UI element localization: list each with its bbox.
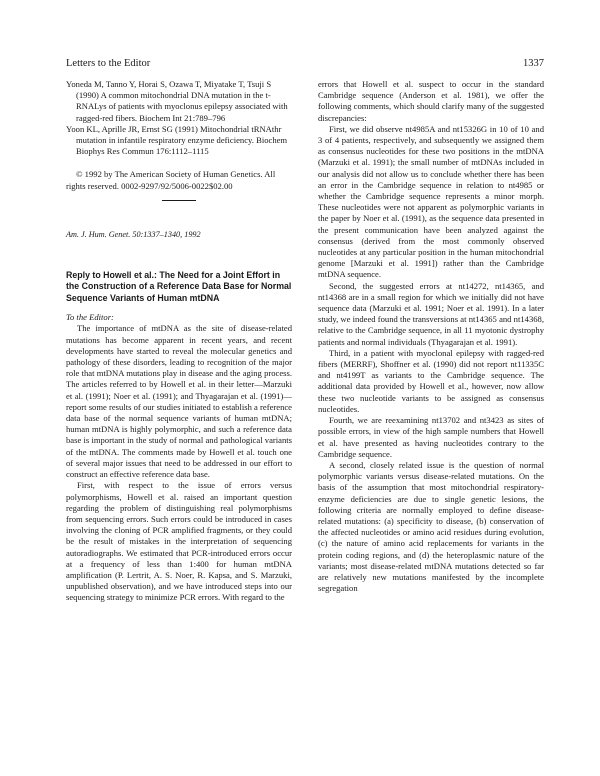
reference-list — [66, 79, 292, 157]
left-body-text — [66, 323, 292, 603]
body-paragraph: First, with respect to the issue of errors versus polymorphisms, Howell et al. raised an important question regarding the problem of distinguishing real polymorphisms from sequencing errors. Such errors could be introduced in cases involving the cloning of PCR amplified fragments, or they could be the result of mistakes in the interpretation of sequencing autoradiographs. We estimated that PCR-introduced errors occur at a frequency of less than 1:400 for human mtDNA amplification (P. Lertrit, A. S. Noer, R. Kapsa, and S. Marzuki, unpublished observation), and we have introduced steps into our sequencing strategy to minimize PCR errors. With regard to the — [66, 480, 292, 603]
body-paragraph: errors that Howell et al. suspect to occur in the standard Cambridge sequence (Anderson et al. 1981), we offer the following comments, which should clarify many of the suggested discrepancies: — [318, 79, 544, 123]
body-paragraph: Second, the suggested errors at nt14272, nt14365, and nt14368 are in a small region for which we initially did not have sequence data (Marzuki et al. 1991; Noer et al. 1991). In a later study, we indeed found the transversions at nt14365 and nt14368, relative to the Cambridge sequence, in all 11 myotonic dystrophy patients and normal individuals (Thyagarajan et al. 1991). — [318, 280, 544, 347]
right-column — [318, 79, 544, 594]
body-paragraph: Third, in a patient with myoclonal epilepsy with ragged-red fibers (MERRF), Shoffner et al. (1990) did not report nt11335C and nt4199T as variants to the Cambridge sequence. The additional data provided by Howell et al., however, now allow these two nucleotide variants to be assigned as consensus nucleotides. — [318, 347, 544, 414]
body-paragraph: The importance of mtDNA as the site of disease-related mutations has become apparent in recent years, and recent developments have started to reveal the molecular genetics and pathology of these disorders, leading to recognition of the major role that mtDNA mutations play in disease and the aging process. The articles referred to by Howell et al. in their letter—Marzuki et al. (1991); Noer et al. (1991); and Thyagarajan et al. (1991)—report some results of our studies initiated to establish a reference data base of the normal sequence variants of human mtDNA; human mtDNA is highly polymorphic, and such a reference data base is important in the study of normal and pathological variants of the mtDNA. The comments made by Howell et al. touch one of several major issues that need to be addressed in our effort to construct an effective reference data base. — [66, 323, 292, 480]
running-head-title: Letters to the Editor — [66, 58, 151, 69]
left-column — [66, 79, 292, 604]
running-head — [66, 58, 544, 69]
body-paragraph: A second, closely related issue is the question of normal polymorphic variants versus disease-related mutations. On the basis of the assumption that most mitochondrial respiratory-enzyme deficiencies are due to single genetic lesions, the following criteria are normally employed to define disease-related mutations: (a) specificity to disease, (b) conservation of the affected nucleotides or amino acid residues during evolution, (c) the nature of amino acid replacements for variants in the protein coding regions, and (d) the heteroplasmic nature of the variants; most disease-related mtDNA mutations detected so far are relatively new mutations manifested by the incomplete segregation — [318, 459, 544, 594]
salutation: To the Editor: — [66, 312, 114, 323]
reference-entry: Yoon KL, Aprille JR, Ernst SG (1991) Mitochondrial tRNAthr mutation in infantile respiratory enzyme deficiency. Biochem Biophys Res Commun 176:1112–1115 — [66, 123, 288, 157]
body-paragraph: First, we did observe nt4985A and nt15326G in 10 of 10 and 3 of 4 patients, respectively, and subsequently we assigned them as consensus nucleotides for these two positions in the mtDNA (Marzuki et al. 1991); the small number of mtDNAs included in our analysis did not allow us to conclude whether there has been an error in the Cambridge sequence in relation to nt4985 or whether the Cambridge sequence represents a minor morph. These nucleotides were not apparent as polymorphic variants in the paper by Noer et al. (1991), as the sequence data presented in the present communication have been analyzed against the consensus (derived from the most commonly observed nucleotides at any particular position in the human mitochondrial genome [Marzuki et al. 1991]) rather than the Cambridge mtDNA sequence. — [318, 123, 544, 280]
article-title: Reply to Howell et al.: The Need for a Joint Effort in the Construction of a Reference Data Base for Normal Sequence Variants of Human mtDNA — [66, 270, 292, 303]
body-paragraph: Fourth, we are reexamining nt13702 and nt3423 as sites of possible errors, in view of the high sample numbers that Howell et al. have presented as having nucleotides contrary to the Cambridge sequence. — [318, 415, 544, 459]
journal-citation: Am. J. Hum. Genet. 50:1337–1340, 1992 — [66, 229, 201, 239]
copyright-notice: © 1992 by The American Society of Human Genetics. All rights reserved. 0002-9297/92/5006-0022$02.00 — [66, 169, 276, 191]
page-number: 1337 — [523, 58, 544, 69]
reference-entry: Yoneda M, Tanno Y, Horai S, Ozawa T, Miyatake T, Tsuji S (1990) A common mitochondrial DNA mutation in the t-RNALys of patients with myoclonus epilepsy associated with ragged-red fibers. Biochem Int 21:789–796 — [66, 79, 288, 123]
section-divider — [162, 200, 196, 201]
